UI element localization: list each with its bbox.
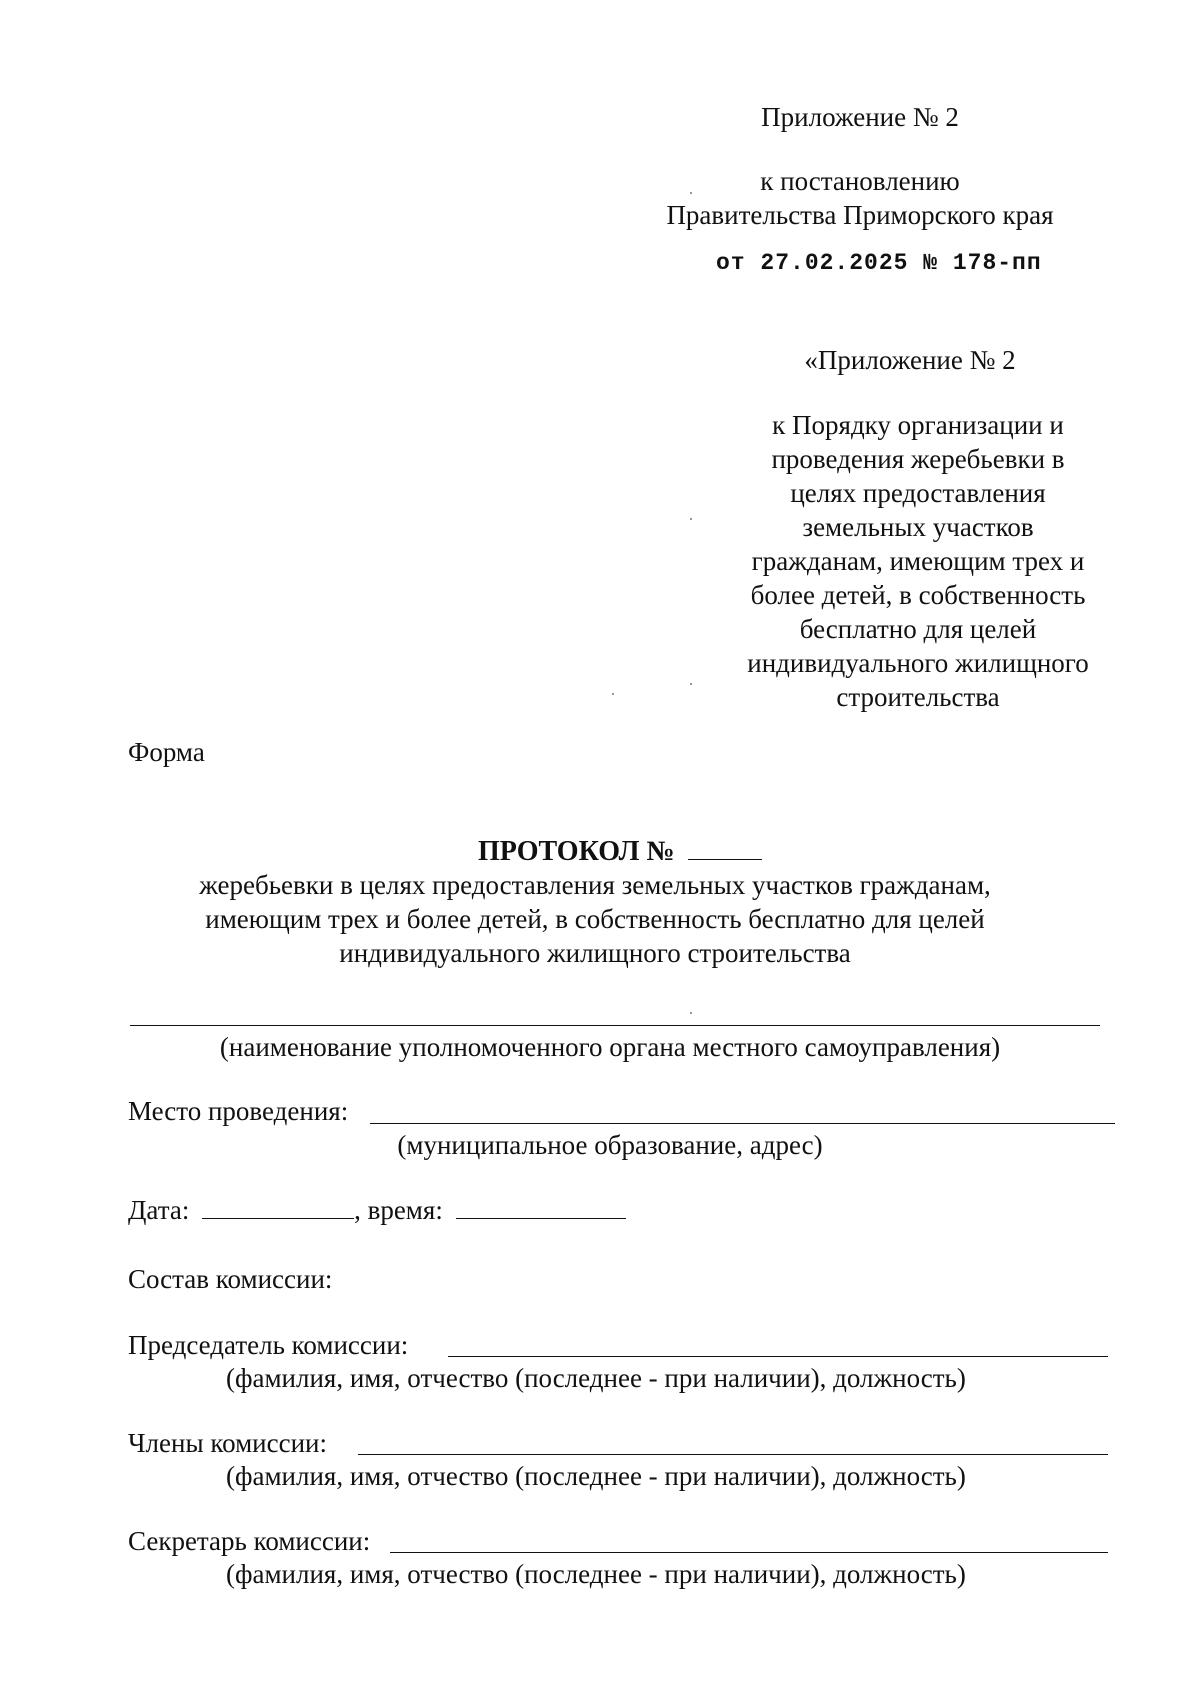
quoted-appendix-line: проведения жеребьевки в <box>771 444 1065 474</box>
appendix-header <box>620 100 1100 134</box>
date-time-row <box>128 1195 626 1226</box>
scan-speck <box>690 1012 692 1014</box>
resolution-line-2: Правительства Приморского края <box>666 200 1054 230</box>
chairman-label: Председатель комиссии: <box>128 1330 409 1360</box>
quoted-appendix-line: бесплатно для целей <box>799 614 1037 644</box>
quoted-appendix-line: к Порядку организации и <box>772 410 1064 440</box>
protocol-subtitle <box>120 868 1070 970</box>
members-label: Члены комиссии: <box>128 1428 327 1458</box>
protocol-subtitle-line: индивидуального жилищного строительства <box>339 938 851 968</box>
scan-speck <box>690 683 692 685</box>
protocol-subtitle-line: имеющим трех и более детей, в собственность бесплатно для целей <box>205 904 985 934</box>
quoted-appendix-line: целях предоставления <box>790 478 1046 508</box>
authority-name-line[interactable] <box>130 1025 1100 1026</box>
protocol-title-text: ПРОТОКОЛ № <box>478 836 675 867</box>
secretary-field-line[interactable] <box>390 1552 1108 1553</box>
scan-speck <box>612 693 614 695</box>
date-field[interactable] <box>202 1196 354 1219</box>
scan-speck <box>690 192 692 194</box>
quoted-appendix-line: более детей, в собственность <box>750 580 1086 610</box>
appendix-title: Приложение № 2 <box>761 102 959 132</box>
quoted-appendix-title: «Приложение № 2 <box>804 345 1016 375</box>
protocol-number-blank[interactable] <box>688 837 762 860</box>
secretary-caption: (фамилия, имя, отчество (последнее - при наличии), должность) <box>226 1559 966 1589</box>
secretary-label: Секретарь комиссии: <box>128 1526 371 1556</box>
time-label: , время: <box>354 1195 443 1225</box>
scan-speck <box>690 518 692 520</box>
registration-stamp: от 27.02.2025 № 178-пп <box>716 250 1042 276</box>
protocol-title <box>478 836 762 868</box>
members-caption: (фамилия, имя, отчество (последнее - при наличии), должность) <box>226 1461 966 1491</box>
venue-caption: (муниципальное образование, адрес) <box>397 1130 823 1160</box>
quoted-appendix-line: гражданам, имеющим трех и <box>751 546 1085 576</box>
resolution-line-1: к постановлению <box>760 166 960 196</box>
authority-caption: (наименование уполномоченного органа местного самоуправления) <box>219 1032 1001 1062</box>
time-field[interactable] <box>456 1196 626 1219</box>
protocol-subtitle-line: жеребьевки в целях предоставления земельных участков гражданам, <box>199 870 991 900</box>
date-label: Дата: <box>128 1195 190 1225</box>
members-field-line[interactable] <box>358 1454 1108 1455</box>
quoted-appendix-line: земельных участков <box>802 512 1034 542</box>
chairman-field-line[interactable] <box>448 1356 1108 1357</box>
resolution-reference <box>620 164 1100 232</box>
commission-label: Состав комиссии: <box>128 1264 333 1294</box>
quoted-appendix-title-block <box>760 343 1060 377</box>
venue-field-line[interactable] <box>370 1123 1115 1124</box>
quoted-appendix-line: строительства <box>836 682 1000 712</box>
quoted-appendix-text <box>728 408 1108 714</box>
chairman-caption: (фамилия, имя, отчество (последнее - при наличии), должность) <box>226 1363 966 1393</box>
venue-label: Место проведения: <box>128 1096 349 1126</box>
form-label: Форма <box>128 737 205 767</box>
quoted-appendix-line: индивидуального жилищного <box>747 648 1089 678</box>
